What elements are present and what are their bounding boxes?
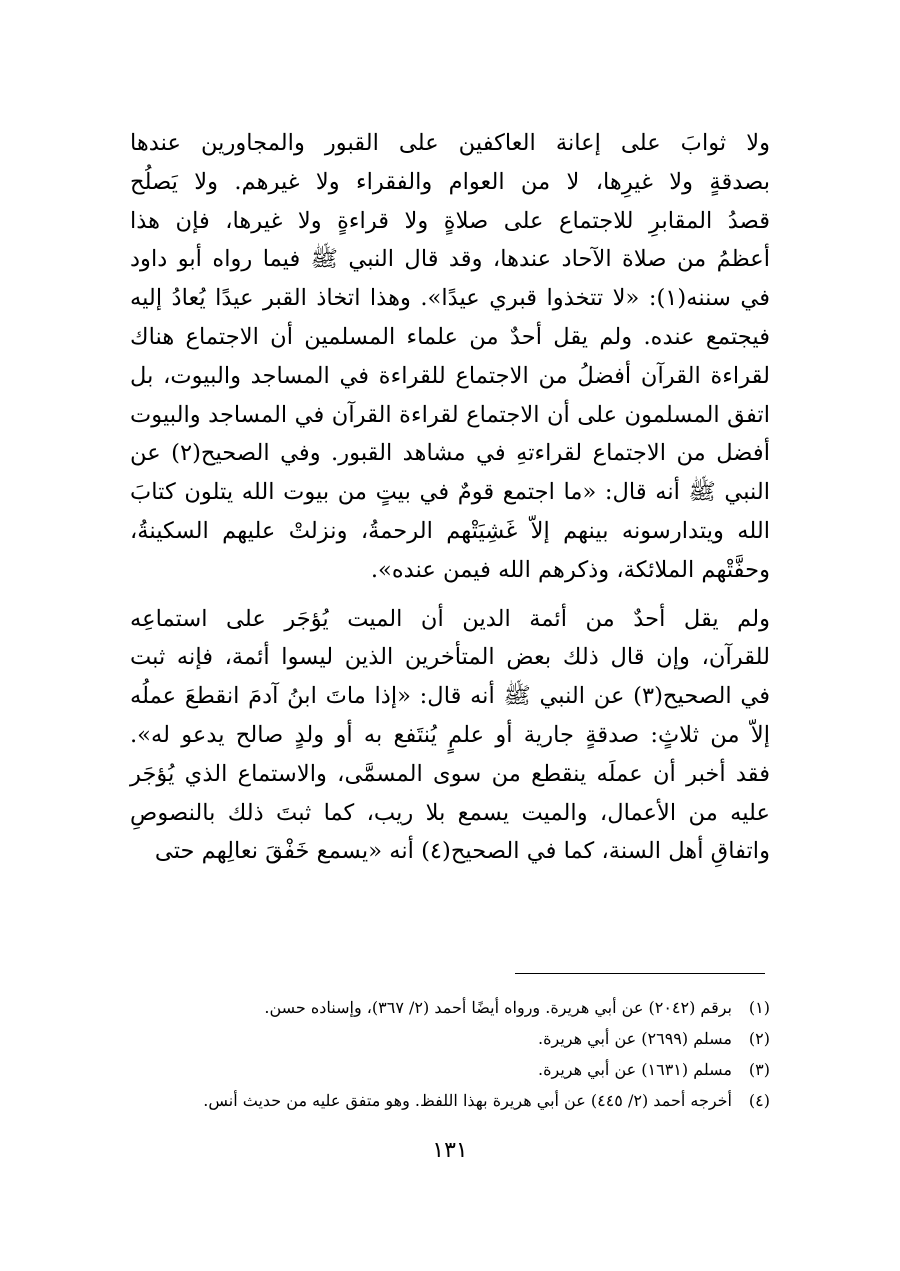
footnote-number: (٢) (748, 1029, 770, 1048)
text-line: في سننه(١): «لا تتخذوا قبري عيدًا». وهذا اتخاذ القبر عيدًا يُعادُ إليه (130, 285, 771, 312)
body-paragraph-1 (130, 124, 770, 590)
footnote-text: أخرجه أحمد (٢/ ٤٤٥) عن أبي هريرة بهذا اللفظ. وهو متفق عليه من حديث أنس. (203, 1091, 732, 1110)
text-line: الله ويتدارسونه بينهم إلاّ غَشِيَتْهم الرحمةُ، ونزلتْ عليهم السكينةُ، (130, 517, 770, 544)
text-line: بصدقةٍ ولا غيرِها، لا من العوام والفقراء ولا غيرهم. ولا يَصلُح (130, 168, 770, 195)
text-line: أفضل من الاجتماع لقراءتهِ في مشاهد القبور. وفي الصحيح(٢) عن (130, 440, 770, 467)
footnote-2 (130, 1023, 770, 1054)
footnote-number: (٣) (748, 1060, 770, 1079)
text-line: إلاّ من ثلاثٍ: صدقةٍ جارية أو علمٍ يُنتَفع به أو ولدٍ صالح يدعو له». (130, 721, 770, 748)
text-line: النبي ﷺ أنه قال: «ما اجتمع قومٌ في بيتٍ من بيوت الله يتلون كتابَ (130, 479, 770, 506)
text-line: ولم يقل أحدٌ من أئمة الدين أن الميت يُؤجَر على استماعِه (130, 605, 770, 632)
text-line: اتفق المسلمون على أن الاجتماع لقراءة القرآن في المساجد والبيوت (130, 401, 770, 428)
footnote-3 (130, 1054, 770, 1085)
text-line: قصدُ المقابرِ للاجتماع على صلاةٍ ولا قراءةٍ ولا غيرها، فإن هذا (130, 207, 770, 234)
text-line: أعظمُ من صلاة الآحاد عندها، وقد قال النبي ﷺ فيما رواه أبو داود (130, 246, 770, 273)
body-paragraph-2 (130, 600, 770, 872)
footnote-text: برقم (٢٠٤٢) عن أبي هريرة. ورواه أيضًا أحمد (٢/ ٣٦٧)، وإسناده حسن. (264, 998, 732, 1017)
footnote-number: (١) (748, 998, 770, 1017)
footnote-text: مسلم (٢٦٩٩) عن أبي هريرة. (538, 1029, 732, 1048)
footnote-4 (130, 1085, 770, 1116)
footnote-separator (515, 973, 765, 974)
text-line: ولا ثوابَ على إعانة العاكفين على القبور والمجاورين عندها (130, 130, 770, 156)
footnote-text: مسلم (١٦٣١) عن أبي هريرة. (538, 1060, 732, 1079)
text-line: للقرآن، وإن قال ذلك بعض المتأخرين الذين ليسوا أئمة، فإنه ثبت (130, 644, 770, 671)
text-line: فقد أخبر أن عملَه ينقطع من سوى المسمَّى، والاستماع الذي يُؤجَر (130, 760, 770, 787)
page-number: ١٣١ (432, 1138, 468, 1163)
text-line: في الصحيح(٣) عن النبي ﷺ أنه قال: «إذا ماتَ ابنُ آدمَ انقطعَ عملُه (130, 683, 770, 710)
footnote-1 (130, 992, 770, 1023)
text-line: لقراءة القرآن أفضلُ من الاجتماع للقراءة في المساجد والبيوت، بل (130, 362, 770, 389)
footnotes (130, 992, 770, 1116)
text-line: واتفاقِ أهل السنة، كما في الصحيح(٤) أنه «يسمع خَفْقَ نعالِهم حتى (154, 838, 770, 865)
text-line: فيجتمع عنده. ولم يقل أحدٌ من علماء المسلمين أن الاجتماع هناك (130, 323, 770, 350)
text-line: وحفَّتْهم الملائكة، وذكرهم الله فيمن عنده». (370, 556, 770, 583)
footnote-number: (٤) (748, 1091, 770, 1110)
text-line: عليه من الأعمال، والميت يسمع بلا ريب، كما ثبتَ ذلك بالنصوصِ (130, 799, 770, 826)
